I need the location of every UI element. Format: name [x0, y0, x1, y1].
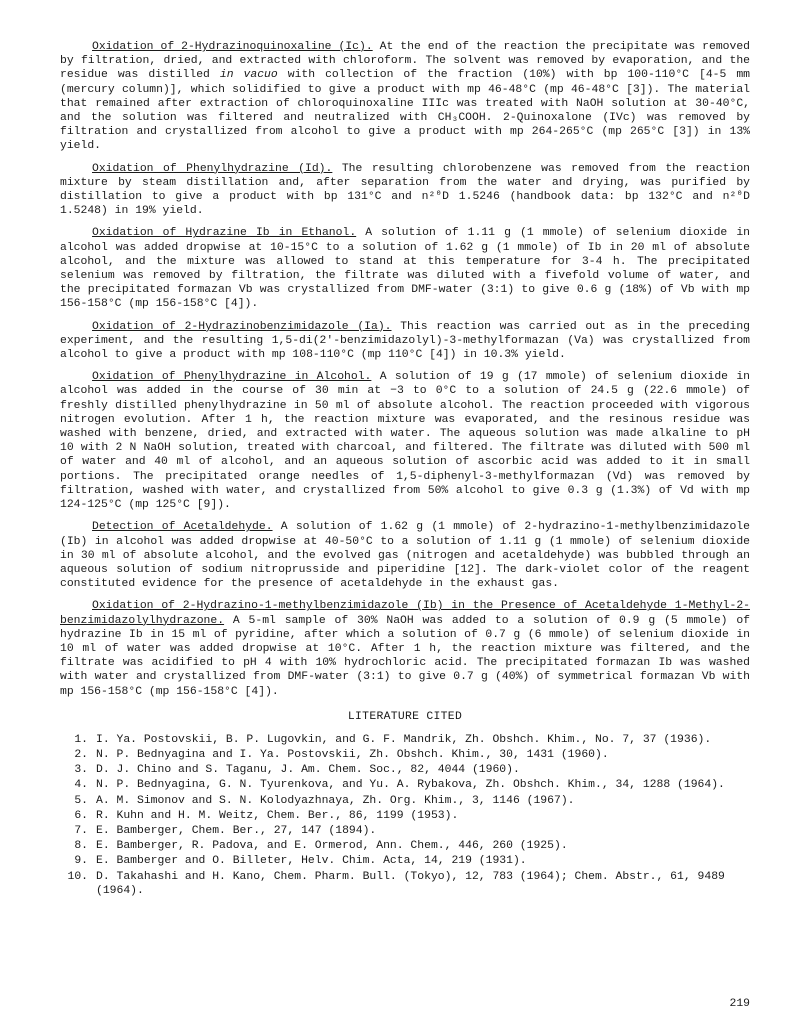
reference-number: 3.	[74, 764, 88, 777]
reference-item	[60, 870, 750, 898]
reference-item	[60, 794, 750, 808]
paragraph-body: A solution of 19 g (17 mmole) of selenium dioxide in alcohol was added in the course of 30 min at −3 to 0°C to a solution of 24.5 g (22.6 mmole) of freshly distilled phenylhydrazine in 50 ml of absolute alcohol. The reaction proceeded with vigorous nitrogen evolution. After 1 h, the reaction mixture was evaporated, and the resinous residue was washed with benzene, dried, and extracted with water. The aqueous solution was made alkaline to pH 10 with 2 N NaOH solution, treated with charcoal, and filtered. The filtrate was diluted with 500 ml of water and 40 ml of alcohol, and an aqueous solution of ascorbic acid was added to it in small portions. The precipitated orange needles of 1,5-diphenyl-3-methylformazan (Vd) was removed by filtration, washed with water, and crystallized from 50% alcohol to give 0.3 g (1.3%) of Vd with mp 124-125°C (mp 125°C [9]).	[60, 371, 751, 512]
reference-item	[60, 854, 750, 868]
reference-item	[60, 748, 750, 762]
reference-text: A. M. Simonov and S. N. Kolodyazhnaya, Zh. Org. Khim., 3, 1146 (1967).	[96, 794, 575, 807]
reference-item	[60, 824, 750, 838]
reference-item	[60, 809, 750, 823]
reference-item	[60, 839, 750, 853]
paragraph	[60, 162, 750, 219]
paragraph	[60, 226, 750, 311]
paragraph-body-cont: with collection of the fraction (10%) with bp 100-110°C [4-5 mm (mercury column)], which solidified to give a product with mp 46-48°C (mp 46-48°C [3]). The material that remained after extraction of chloroquinoxaline IIIc was treated with NaOH solution at 30-40°C, and the solution was filtered and neutralized with CH₃COOH. 2-Quinoxalone (IVc) was removed by filtration and crystallized from alcohol to give a product with mp 264-265°C (mp 265°C [3]) in 13% yield.	[60, 69, 750, 153]
reference-number: 9.	[74, 855, 88, 868]
literature-heading: LITERATURE CITED	[347, 710, 463, 723]
reference-number: 2.	[74, 748, 88, 761]
reference-text: D. Takahashi and H. Kano, Chem. Pharm. Bull. (Tokyo), 12, 783 (1964); Chem. Abstr., 61, 9489 (1964).	[96, 870, 725, 897]
reference-text: I. Ya. Postovskii, B. P. Lugovkin, and G. F. Mandrik, Zh. Obshch. Khim., No. 7, 37 (1936).	[96, 733, 712, 746]
reference-number: 6.	[74, 809, 88, 822]
reference-item	[60, 778, 750, 792]
reference-item	[60, 733, 750, 747]
paragraph	[60, 40, 750, 154]
reference-text: E. Bamberger, R. Padova, and E. Ormerod, Ann. Chem., 446, 260 (1925).	[96, 840, 568, 853]
reference-number: 7.	[74, 824, 88, 837]
reference-text: E. Bamberger, Chem. Ber., 27, 147 (1894).	[96, 824, 377, 837]
paragraph	[60, 370, 750, 512]
reference-text: R. Kuhn and H. M. Weitz, Chem. Ber., 86, 1199 (1953).	[96, 809, 459, 822]
reference-item	[60, 763, 750, 777]
paragraph-body: This reaction was carried out as in the preceding experiment, and the resulting 1,5-di(2'-benzimidazolyl)-3-methylformazan (Va) was crystallized from alcohol to give a product with mp 108-110°C (mp 110°C [4]) in 10.3% yield.	[60, 320, 750, 362]
page-number: 219	[729, 998, 750, 1010]
experimental-section	[60, 40, 750, 699]
reference-number: 10.	[67, 870, 88, 883]
paragraph-body: A solution of 1.11 g (1 mmole) of selenium dioxide in alcohol was added dropwise at 10-15°C to a solution of 1.62 g (1 mmole) of Ib in 20 ml of absolute alcohol, and the mixture was allowed to stand at this temperature for 3-4 h. The precipitated selenium was removed by filtration, the filtrate was diluted with a fivefold volume of water, and the precipitated formazan Vb was crystallized from DMF-water (3:1) to give 0.6 g (18%) of Vb with mp 156-158°C (mp 156-158°C [4]).	[60, 227, 750, 311]
reference-number: 5.	[74, 794, 88, 807]
paragraph	[60, 320, 750, 363]
reference-number: 4.	[74, 779, 88, 792]
reference-text: N. P. Bednyagina and I. Ya. Postovskii, Zh. Obshch. Khim., 30, 1431 (1960).	[96, 748, 609, 761]
paragraph-body: At the end of the reaction the precipitate was removed by filtration, dried, and extracted with chloroform. The solvent was removed by evaporation, and the residue was distilled	[60, 41, 750, 82]
paragraph-title: Oxidation of Phenylhydrazine in Alcohol.	[92, 371, 372, 384]
reference-number: 8.	[74, 840, 88, 853]
paragraph	[60, 599, 750, 698]
paragraph-title: Oxidation of Phenylhydrazine (Id).	[92, 162, 333, 175]
reference-list	[60, 733, 750, 898]
italic-term: in vacuo	[219, 69, 278, 82]
paragraph-body: A solution of 1.62 g (1 mmole) of 2-hydrazino-1-methylbenzimidazole (Ib) in alcohol was added dropwise at 40-50°C to a solution of 1.11 g (1 mmole) of selenium dioxide in 30 ml of absolute alcohol, and the evolved gas (nitrogen and acetaldehyde) was bubbled through an aqueous solution of sodium nitroprusside and piperidine [12]. The dark-violet color of the reagent constituted evidence for the presence of acetaldehyde in the exhaust gas.	[60, 521, 750, 591]
paragraph-title: Oxidation of 2-Hydrazino-1-methylbenzimidazole (Ib) in the Presence of Acetaldehyde 1-Methyl-2-benzimidazolylhydrazone.	[60, 600, 750, 627]
paragraph-title: Oxidation of 2-Hydrazinobenzimidazole (Ia).	[92, 320, 392, 333]
reference-text: N. P. Bednyagina, G. N. Tyurenkova, and Yu. A. Rybakova, Zh. Obshch. Khim., 34, 1288 (1964).	[96, 779, 725, 792]
paragraph-body: A 5-ml sample of 30% NaOH was added to a solution of 0.9 g (5 mmole) of hydrazine Ib in 15 ml of pyridine, after which a solution of 0.7 g (6 mmole) of selenium dioxide in 10 ml of water was added dropwise at 10°C. After 1 h, the reaction mixture was filtered, and the filtrate was acidified to pH 4 with 10% hydrochloric acid. The precipitated formazan Ib was washed with water and crystallized from DMF-water (3:1) to give 0.7 g (40%) of symmetrical formazan Vb with mp 156-158°C (mp 156-158°C [4]).	[60, 614, 750, 698]
reference-number: 1.	[74, 733, 88, 746]
paragraph-body: The resulting chlorobenzene was removed from the reaction mixture by steam distillation and, after separation from the water and drying, was purified by distillation to give a product with bp 131°C and n²⁰D 1.5246 (handbook data: bp 132°C and n²⁰D 1.5248) in 19% yield.	[60, 162, 750, 218]
paragraph-title: Oxidation of Hydrazine Ib in Ethanol.	[92, 227, 357, 240]
paragraph-title: Detection of Acetaldehyde.	[92, 521, 273, 534]
paper-page	[60, 40, 750, 899]
reference-text: E. Bamberger and O. Billeter, Helv. Chim. Acta, 14, 219 (1931).	[96, 855, 527, 868]
paragraph	[60, 520, 750, 591]
paragraph-title: Oxidation of 2-Hydrazinoquinoxaline (Ic).	[92, 41, 373, 53]
reference-text: D. J. Chino and S. Taganu, J. Am. Chem. Soc., 82, 4044 (1960).	[96, 764, 520, 777]
